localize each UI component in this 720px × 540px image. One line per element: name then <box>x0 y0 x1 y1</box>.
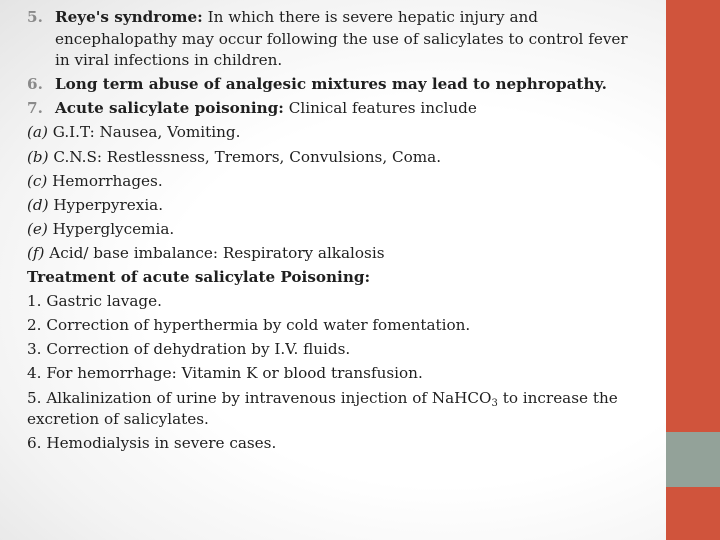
feature-e <box>27 219 657 241</box>
feature-label: (a) <box>27 123 48 142</box>
treatment-step-5 <box>27 388 657 410</box>
feature-a <box>27 122 657 144</box>
step5-text: 5. Alkalinization of urine by intravenous injection of NaHCO <box>27 388 492 407</box>
treatment-step-3: 3. Correction of dehydration by I.V. fluids. <box>27 340 351 359</box>
treatment-step-1: 1. Gastric lavage. <box>27 292 162 311</box>
item-heading: Acute salicylate poisoning: <box>55 99 284 118</box>
step5-text-post: to increase the <box>497 388 618 407</box>
item-text: In which there is severe hepatic injury and <box>202 8 539 26</box>
feature-text: Hyperpyrexia. <box>48 195 164 214</box>
item-5-cont-1: encephalopathy may occur following the use of salicylates to control fever <box>55 29 628 48</box>
treatment-step-2: 2. Correction of hyperthermia by cold water fomentation. <box>27 316 471 335</box>
feature-text: Hyperglycemia. <box>47 219 175 238</box>
treatment-step-6: 6. Hemodialysis in severe cases. <box>27 434 277 453</box>
item-heading: Reye's syndrome: <box>55 8 203 26</box>
item-number: 5. <box>27 8 43 26</box>
item-5-cont-2: in viral infections in children. <box>55 51 283 70</box>
slide-content <box>27 7 657 455</box>
feature-label: (f) <box>27 243 45 262</box>
item-7 <box>27 98 657 120</box>
treatment-heading-text: Treatment of acute salicylate Poisoning: <box>27 268 371 287</box>
feature-label: (e) <box>27 219 48 238</box>
feature-c <box>27 171 657 193</box>
treatment-step-5-cont: excretion of salicylates. <box>27 410 209 429</box>
treatment-step-4: 4. For hemorrhage: Vitamin K or blood transfusion. <box>27 364 423 383</box>
feature-text: G.I.T: Nausea, Vomiting. <box>47 123 241 142</box>
feature-label: (d) <box>27 195 49 214</box>
item-number: 7. <box>27 99 43 118</box>
feature-text: Hemorrhages. <box>47 171 163 190</box>
item-text: Clinical features include <box>283 99 477 118</box>
feature-b <box>27 147 657 169</box>
treatment-heading <box>27 267 657 289</box>
subscript: 3 <box>491 397 498 409</box>
feature-label: (b) <box>27 147 49 166</box>
item-5 <box>27 7 657 29</box>
decorative-sidebar <box>666 0 720 540</box>
item-heading: Long term abuse of analgesic mixtures may lead to nephropathy. <box>55 75 607 94</box>
sidebar-gray-band <box>666 432 720 487</box>
feature-text: Acid/ base imbalance: Respiratory alkalosis <box>44 243 385 262</box>
feature-f <box>27 243 657 265</box>
item-number: 6. <box>27 75 43 94</box>
feature-d <box>27 195 657 217</box>
feature-label: (c) <box>27 171 48 190</box>
feature-text: C.N.S: Restlessness, Tremors, Convulsions, Coma. <box>48 147 442 166</box>
item-6 <box>27 74 657 96</box>
